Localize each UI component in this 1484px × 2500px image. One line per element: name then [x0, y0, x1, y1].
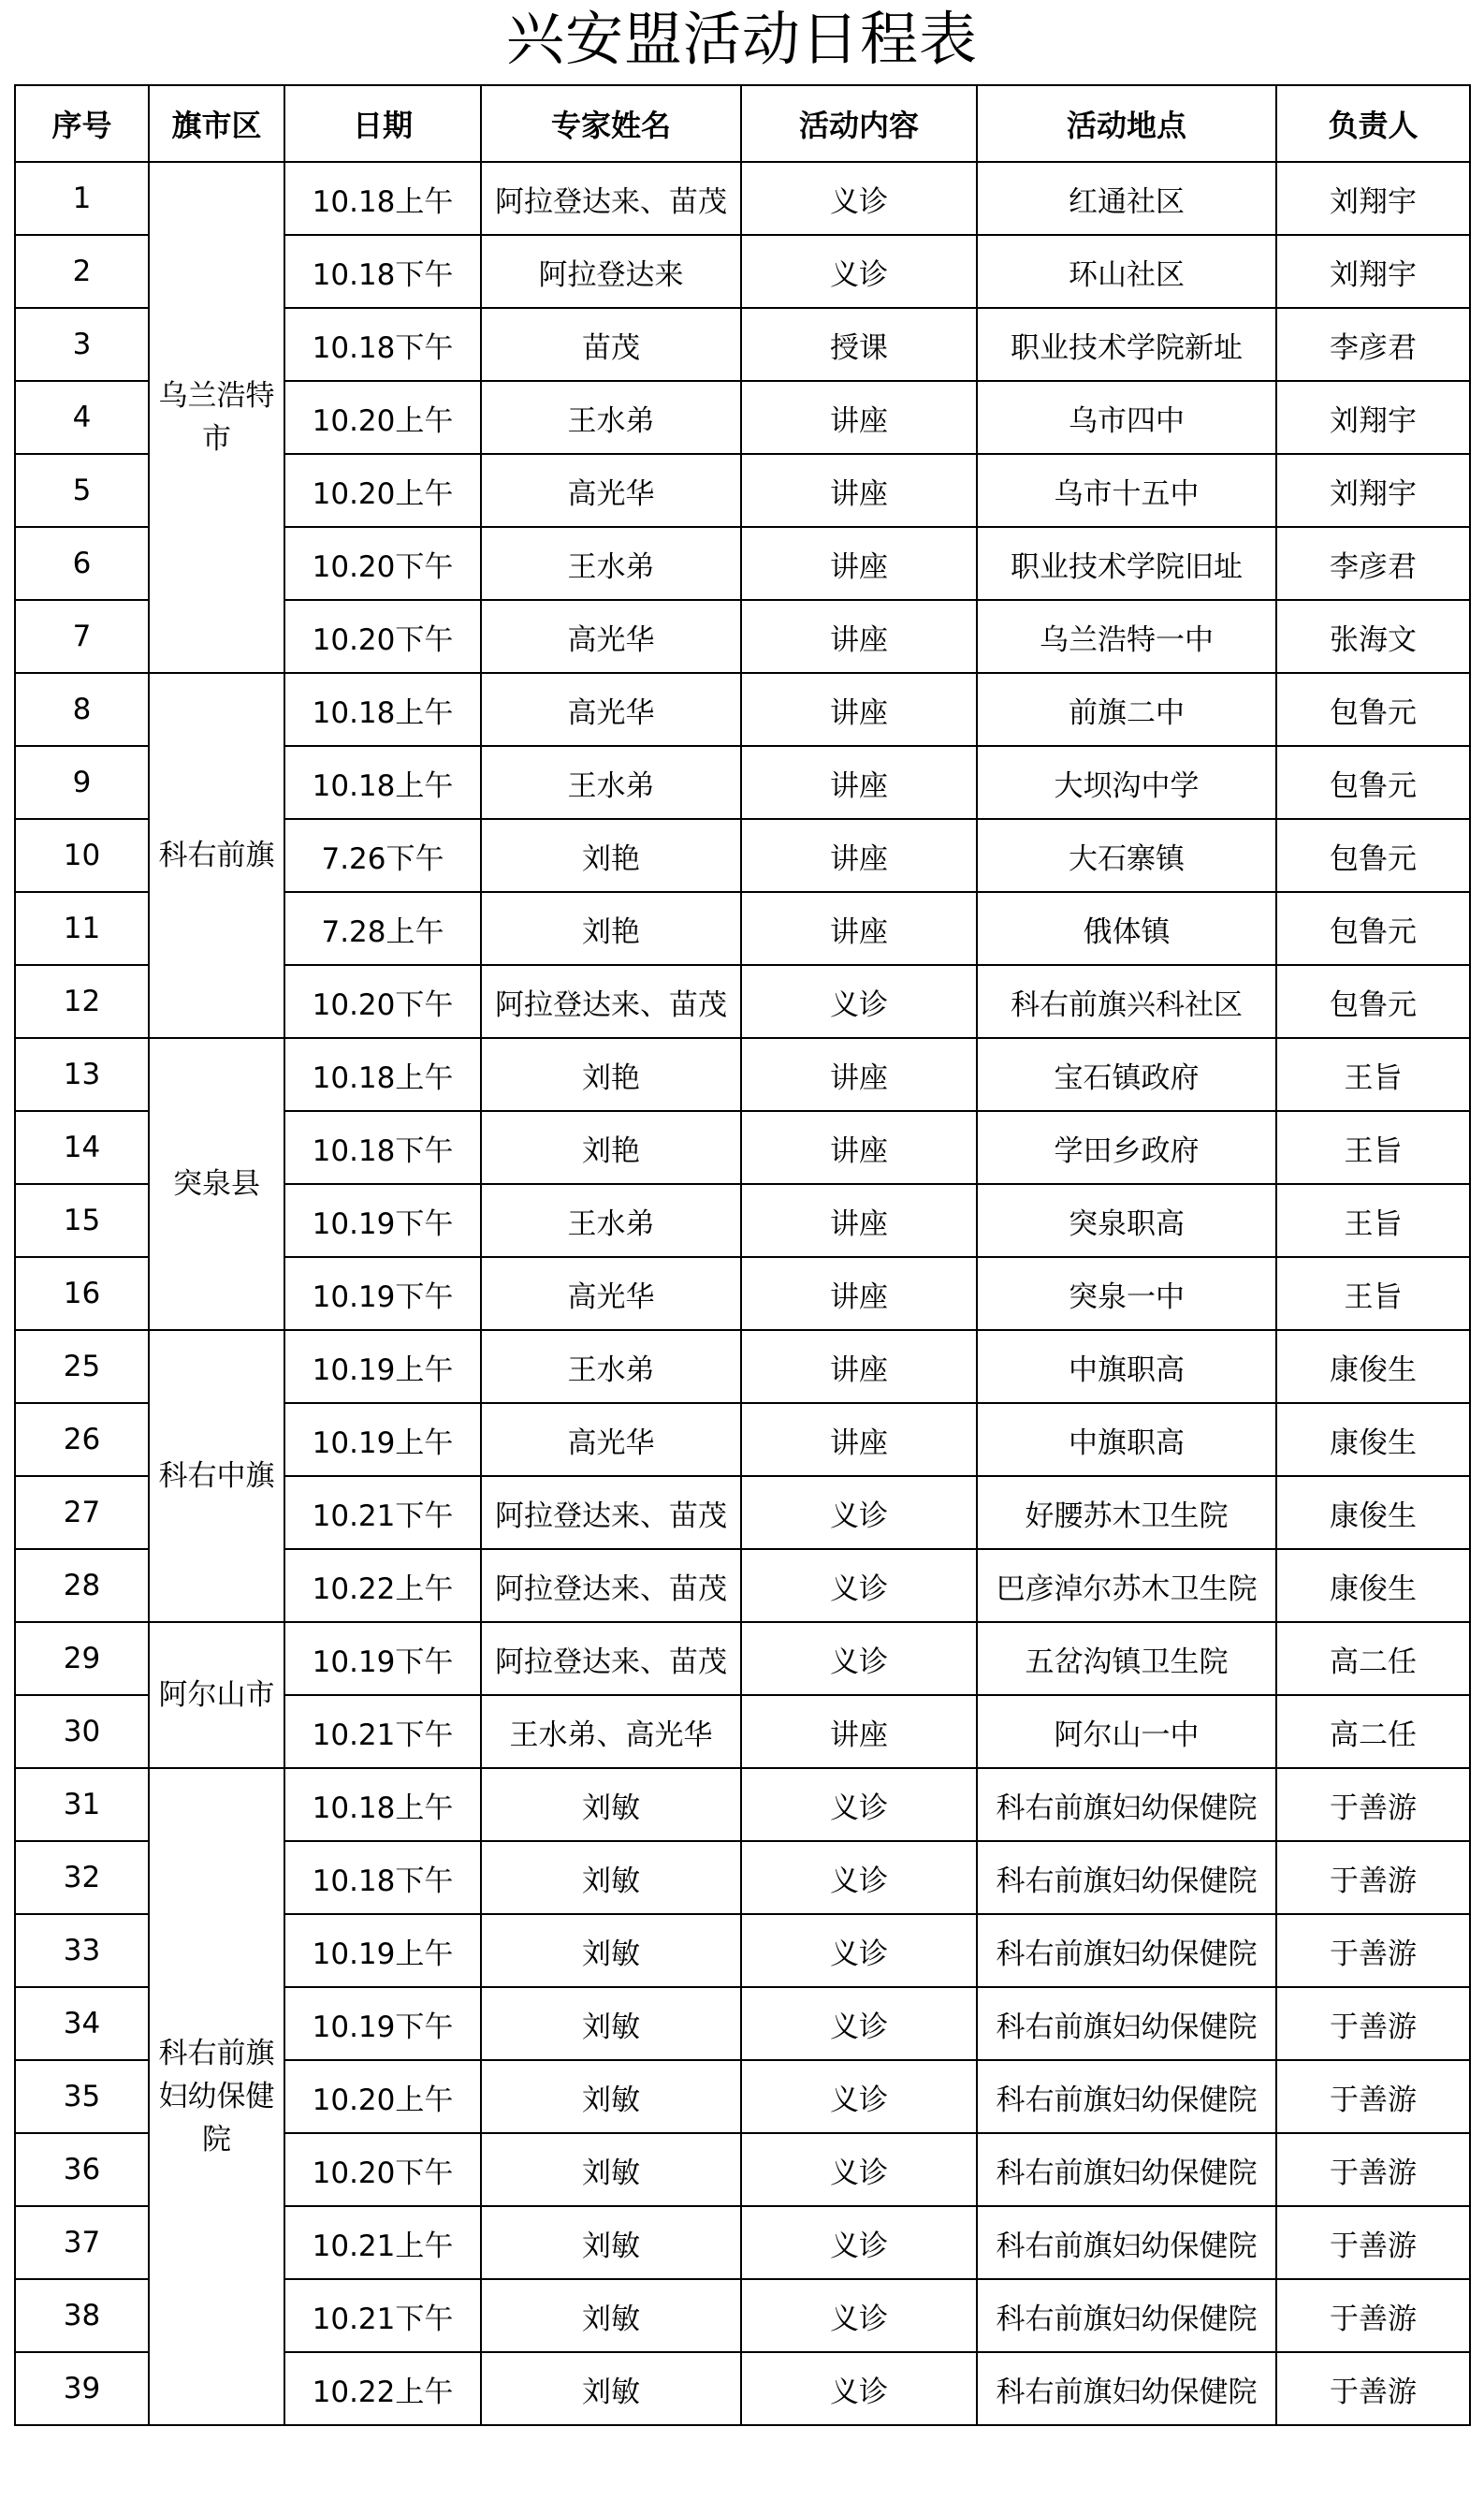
cell-no: 13	[15, 1038, 149, 1111]
cell-content: 讲座	[741, 1257, 977, 1330]
cell-owner: 于善游	[1276, 2206, 1470, 2279]
cell-date: 10.19下午	[284, 1184, 481, 1257]
cell-date: 10.19上午	[284, 1403, 481, 1476]
cell-place: 前旗二中	[977, 673, 1276, 746]
cell-date: 10.18上午	[284, 746, 481, 819]
cell-expert: 王水弟	[481, 1330, 741, 1403]
cell-date: 10.19上午	[284, 1914, 481, 1987]
cell-owner: 包鲁元	[1276, 965, 1470, 1038]
cell-owner: 康俊生	[1276, 1330, 1470, 1403]
cell-place: 五岔沟镇卫生院	[977, 1622, 1276, 1695]
cell-expert: 高光华	[481, 1403, 741, 1476]
cell-no: 5	[15, 454, 149, 527]
schedule-table	[14, 84, 1471, 2426]
cell-place: 中旗职高	[977, 1330, 1276, 1403]
cell-place: 中旗职高	[977, 1403, 1276, 1476]
cell-date: 10.18上午	[284, 1038, 481, 1111]
cell-expert: 高光华	[481, 1257, 741, 1330]
cell-date: 10.20下午	[284, 965, 481, 1038]
cell-date: 10.20下午	[284, 2133, 481, 2206]
cell-place: 红通社区	[977, 162, 1276, 235]
cell-content: 义诊	[741, 162, 977, 235]
cell-no: 25	[15, 1330, 149, 1403]
cell-no: 15	[15, 1184, 149, 1257]
cell-content: 义诊	[741, 1841, 977, 1914]
cell-owner: 高二任	[1276, 1622, 1470, 1695]
cell-date: 10.18上午	[284, 673, 481, 746]
cell-date: 7.26下午	[284, 819, 481, 892]
cell-place: 阿尔山一中	[977, 1695, 1276, 1768]
cell-content: 义诊	[741, 2279, 977, 2352]
table-row	[15, 162, 1470, 235]
cell-date: 10.19下午	[284, 1987, 481, 2060]
cell-owner: 于善游	[1276, 1987, 1470, 2060]
cell-content: 讲座	[741, 746, 977, 819]
cell-region: 乌兰浩特市	[149, 162, 284, 673]
cell-owner: 于善游	[1276, 1841, 1470, 1914]
cell-content: 讲座	[741, 381, 977, 454]
cell-no: 33	[15, 1914, 149, 1987]
cell-place: 科右前旗妇幼保健院	[977, 1914, 1276, 1987]
header-content: 活动内容	[741, 85, 977, 162]
cell-date: 10.19下午	[284, 1622, 481, 1695]
table-row	[15, 1768, 1470, 1841]
cell-date: 10.21下午	[284, 2279, 481, 2352]
cell-content: 义诊	[741, 2206, 977, 2279]
cell-region: 科右前旗妇幼保健院	[149, 1768, 284, 2425]
cell-expert: 刘艳	[481, 892, 741, 965]
cell-date: 10.18下午	[284, 1841, 481, 1914]
cell-place: 科右前旗妇幼保健院	[977, 1841, 1276, 1914]
cell-expert: 阿拉登达来、苗茂	[481, 1622, 741, 1695]
cell-content: 授课	[741, 308, 977, 381]
cell-content: 讲座	[741, 892, 977, 965]
cell-content: 义诊	[741, 1987, 977, 2060]
cell-content: 讲座	[741, 527, 977, 600]
cell-place: 科右前旗兴科社区	[977, 965, 1276, 1038]
cell-owner: 包鲁元	[1276, 673, 1470, 746]
cell-owner: 李彦君	[1276, 527, 1470, 600]
cell-expert: 刘敏	[481, 2060, 741, 2133]
cell-expert: 刘敏	[481, 2206, 741, 2279]
cell-content: 讲座	[741, 1330, 977, 1403]
cell-content: 讲座	[741, 1695, 977, 1768]
cell-no: 9	[15, 746, 149, 819]
cell-expert: 王水弟	[481, 1184, 741, 1257]
cell-date: 10.18下午	[284, 1111, 481, 1184]
cell-content: 讲座	[741, 454, 977, 527]
cell-no: 38	[15, 2279, 149, 2352]
cell-content: 义诊	[741, 1768, 977, 1841]
cell-place: 科右前旗妇幼保健院	[977, 2352, 1276, 2425]
cell-no: 35	[15, 2060, 149, 2133]
header-region: 旗市区	[149, 85, 284, 162]
cell-expert: 刘敏	[481, 1768, 741, 1841]
cell-no: 30	[15, 1695, 149, 1768]
cell-region: 突泉县	[149, 1038, 284, 1330]
cell-date: 10.20上午	[284, 454, 481, 527]
cell-content: 义诊	[741, 1476, 977, 1549]
cell-owner: 于善游	[1276, 2352, 1470, 2425]
page-title: 兴安盟活动日程表	[505, 5, 978, 73]
cell-content: 讲座	[741, 673, 977, 746]
cell-no: 28	[15, 1549, 149, 1622]
cell-content: 讲座	[741, 1038, 977, 1111]
cell-place: 俄体镇	[977, 892, 1276, 965]
cell-region: 科右前旗	[149, 673, 284, 1038]
table-row	[15, 1330, 1470, 1403]
cell-no: 8	[15, 673, 149, 746]
cell-date: 10.20下午	[284, 527, 481, 600]
cell-content: 义诊	[741, 2133, 977, 2206]
cell-place: 乌市十五中	[977, 454, 1276, 527]
cell-no: 36	[15, 2133, 149, 2206]
cell-place: 学田乡政府	[977, 1111, 1276, 1184]
cell-no: 26	[15, 1403, 149, 1476]
cell-expert: 刘敏	[481, 2352, 741, 2425]
cell-expert: 王水弟	[481, 381, 741, 454]
cell-place: 科右前旗妇幼保健院	[977, 2279, 1276, 2352]
cell-content: 义诊	[741, 235, 977, 308]
cell-content: 义诊	[741, 2352, 977, 2425]
cell-content: 义诊	[741, 1914, 977, 1987]
cell-no: 1	[15, 162, 149, 235]
cell-date: 10.21下午	[284, 1476, 481, 1549]
cell-place: 突泉职高	[977, 1184, 1276, 1257]
cell-owner: 于善游	[1276, 2060, 1470, 2133]
cell-no: 3	[15, 308, 149, 381]
cell-no: 39	[15, 2352, 149, 2425]
cell-place: 乌兰浩特一中	[977, 600, 1276, 673]
cell-date: 10.19下午	[284, 1257, 481, 1330]
cell-no: 27	[15, 1476, 149, 1549]
cell-no: 6	[15, 527, 149, 600]
table-row	[15, 1038, 1470, 1111]
cell-date: 10.18上午	[284, 162, 481, 235]
cell-expert: 阿拉登达来、苗茂	[481, 1476, 741, 1549]
cell-place: 科右前旗妇幼保健院	[977, 2060, 1276, 2133]
cell-no: 29	[15, 1622, 149, 1695]
cell-expert: 阿拉登达来、苗茂	[481, 1549, 741, 1622]
cell-place: 突泉一中	[977, 1257, 1276, 1330]
cell-no: 2	[15, 235, 149, 308]
table-row	[15, 673, 1470, 746]
cell-place: 科右前旗妇幼保健院	[977, 1768, 1276, 1841]
cell-expert: 高光华	[481, 454, 741, 527]
cell-content: 义诊	[741, 2060, 977, 2133]
cell-expert: 王水弟、高光华	[481, 1695, 741, 1768]
cell-date: 10.22上午	[284, 2352, 481, 2425]
cell-owner: 高二任	[1276, 1695, 1470, 1768]
cell-place: 好腰苏木卫生院	[977, 1476, 1276, 1549]
cell-content: 讲座	[741, 819, 977, 892]
cell-no: 11	[15, 892, 149, 965]
cell-expert: 刘艳	[481, 819, 741, 892]
cell-expert: 刘艳	[481, 1111, 741, 1184]
cell-date: 10.18下午	[284, 235, 481, 308]
schedule-body	[15, 162, 1470, 2425]
cell-date: 10.20上午	[284, 381, 481, 454]
cell-region: 阿尔山市	[149, 1622, 284, 1768]
cell-date: 10.20下午	[284, 600, 481, 673]
cell-date: 10.22上午	[284, 1549, 481, 1622]
cell-place: 科右前旗妇幼保健院	[977, 2206, 1276, 2279]
cell-place: 乌市四中	[977, 381, 1276, 454]
cell-owner: 王旨	[1276, 1257, 1470, 1330]
cell-owner: 张海文	[1276, 600, 1470, 673]
header-row	[15, 85, 1470, 162]
cell-content: 讲座	[741, 1111, 977, 1184]
cell-place: 科右前旗妇幼保健院	[977, 1987, 1276, 2060]
cell-date: 7.28上午	[284, 892, 481, 965]
cell-owner: 于善游	[1276, 1914, 1470, 1987]
cell-place: 宝石镇政府	[977, 1038, 1276, 1111]
cell-expert: 刘敏	[481, 1914, 741, 1987]
cell-no: 7	[15, 600, 149, 673]
cell-owner: 康俊生	[1276, 1403, 1470, 1476]
cell-no: 31	[15, 1768, 149, 1841]
cell-place: 大石寨镇	[977, 819, 1276, 892]
cell-expert: 高光华	[481, 673, 741, 746]
cell-owner: 于善游	[1276, 1768, 1470, 1841]
cell-owner: 王旨	[1276, 1111, 1470, 1184]
cell-content: 义诊	[741, 1549, 977, 1622]
cell-content: 讲座	[741, 1403, 977, 1476]
cell-owner: 包鲁元	[1276, 819, 1470, 892]
cell-no: 37	[15, 2206, 149, 2279]
cell-content: 义诊	[741, 965, 977, 1038]
header-date: 日期	[284, 85, 481, 162]
cell-expert: 王水弟	[481, 527, 741, 600]
cell-owner: 李彦君	[1276, 308, 1470, 381]
cell-place: 大坝沟中学	[977, 746, 1276, 819]
cell-owner: 于善游	[1276, 2279, 1470, 2352]
cell-region: 科右中旗	[149, 1330, 284, 1622]
cell-owner: 康俊生	[1276, 1476, 1470, 1549]
cell-place: 环山社区	[977, 235, 1276, 308]
cell-expert: 阿拉登达来、苗茂	[481, 965, 741, 1038]
cell-date: 10.19上午	[284, 1330, 481, 1403]
cell-no: 4	[15, 381, 149, 454]
cell-date: 10.18上午	[284, 1768, 481, 1841]
cell-expert: 阿拉登达来、苗茂	[481, 162, 741, 235]
table-row	[15, 1622, 1470, 1695]
cell-content: 讲座	[741, 600, 977, 673]
cell-no: 16	[15, 1257, 149, 1330]
cell-expert: 刘敏	[481, 2279, 741, 2352]
cell-expert: 王水弟	[481, 746, 741, 819]
cell-place: 巴彦淖尔苏木卫生院	[977, 1549, 1276, 1622]
cell-content: 讲座	[741, 1184, 977, 1257]
cell-expert: 刘艳	[481, 1038, 741, 1111]
cell-date: 10.21下午	[284, 1695, 481, 1768]
cell-no: 10	[15, 819, 149, 892]
cell-expert: 阿拉登达来	[481, 235, 741, 308]
cell-place: 科右前旗妇幼保健院	[977, 2133, 1276, 2206]
cell-expert: 苗茂	[481, 308, 741, 381]
cell-date: 10.20上午	[284, 2060, 481, 2133]
cell-owner: 包鲁元	[1276, 892, 1470, 965]
cell-owner: 王旨	[1276, 1184, 1470, 1257]
cell-place: 职业技术学院新址	[977, 308, 1276, 381]
cell-owner: 康俊生	[1276, 1549, 1470, 1622]
cell-place: 职业技术学院旧址	[977, 527, 1276, 600]
header-expert: 专家姓名	[481, 85, 741, 162]
cell-owner: 包鲁元	[1276, 746, 1470, 819]
cell-expert: 刘敏	[481, 1841, 741, 1914]
cell-date: 10.21上午	[284, 2206, 481, 2279]
header-no: 序号	[15, 85, 149, 162]
cell-owner: 刘翔宇	[1276, 162, 1470, 235]
header-owner: 负责人	[1276, 85, 1470, 162]
cell-content: 义诊	[741, 1622, 977, 1695]
cell-no: 34	[15, 1987, 149, 2060]
cell-expert: 刘敏	[481, 1987, 741, 2060]
cell-no: 14	[15, 1111, 149, 1184]
cell-no: 32	[15, 1841, 149, 1914]
header-place: 活动地点	[977, 85, 1276, 162]
cell-expert: 刘敏	[481, 2133, 741, 2206]
cell-no: 12	[15, 965, 149, 1038]
cell-owner: 刘翔宇	[1276, 381, 1470, 454]
cell-owner: 于善游	[1276, 2133, 1470, 2206]
cell-date: 10.18下午	[284, 308, 481, 381]
cell-owner: 刘翔宇	[1276, 235, 1470, 308]
cell-owner: 刘翔宇	[1276, 454, 1470, 527]
cell-expert: 高光华	[481, 600, 741, 673]
cell-owner: 王旨	[1276, 1038, 1470, 1111]
